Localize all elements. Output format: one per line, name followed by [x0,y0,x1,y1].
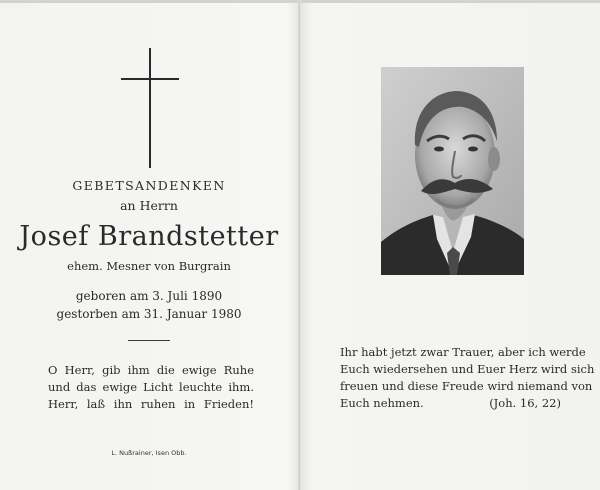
addressee-line: an Herrn [120,198,178,213]
prayer-line: und das ewige Licht leuchte ihm. [48,380,254,394]
death-date: gestorben am 31. Januar 1980 [56,307,242,321]
verse-last-line [340,395,561,412]
divider-rule [128,340,170,341]
cross-icon [121,48,179,168]
deceased-name: Josef Brandstetter [19,221,279,252]
birth-date: geboren am 3. Juli 1890 [75,289,223,303]
right-panel [301,0,600,490]
prayer-line: Herr, laß ihn ruhen in Frieden! [48,397,254,411]
bible-verse [340,344,595,412]
printer-imprint: L. Nußrainer, Isen Obb. [111,449,187,457]
verse-line: freuen und diese Freude wird niemand von [340,379,593,393]
prayer-line: O Herr, gib ihm die ewige Ruhe [48,363,254,377]
verse-line: Euch wiedersehen und Euer Herz wird sich [340,362,595,376]
left-panel [0,0,298,490]
verse-line: Euch nehmen. [340,396,424,410]
verse-reference: (Joh. 16, 22) [489,396,561,410]
heading: GEBETSANDENKEN [72,178,226,193]
portrait-photo [381,67,524,275]
prayer-text [48,362,254,413]
deceased-role: ehem. Mesner von Burgrain [67,259,231,273]
verse-line: Ihr habt jetzt zwar Trauer, aber ich werde [340,345,586,359]
